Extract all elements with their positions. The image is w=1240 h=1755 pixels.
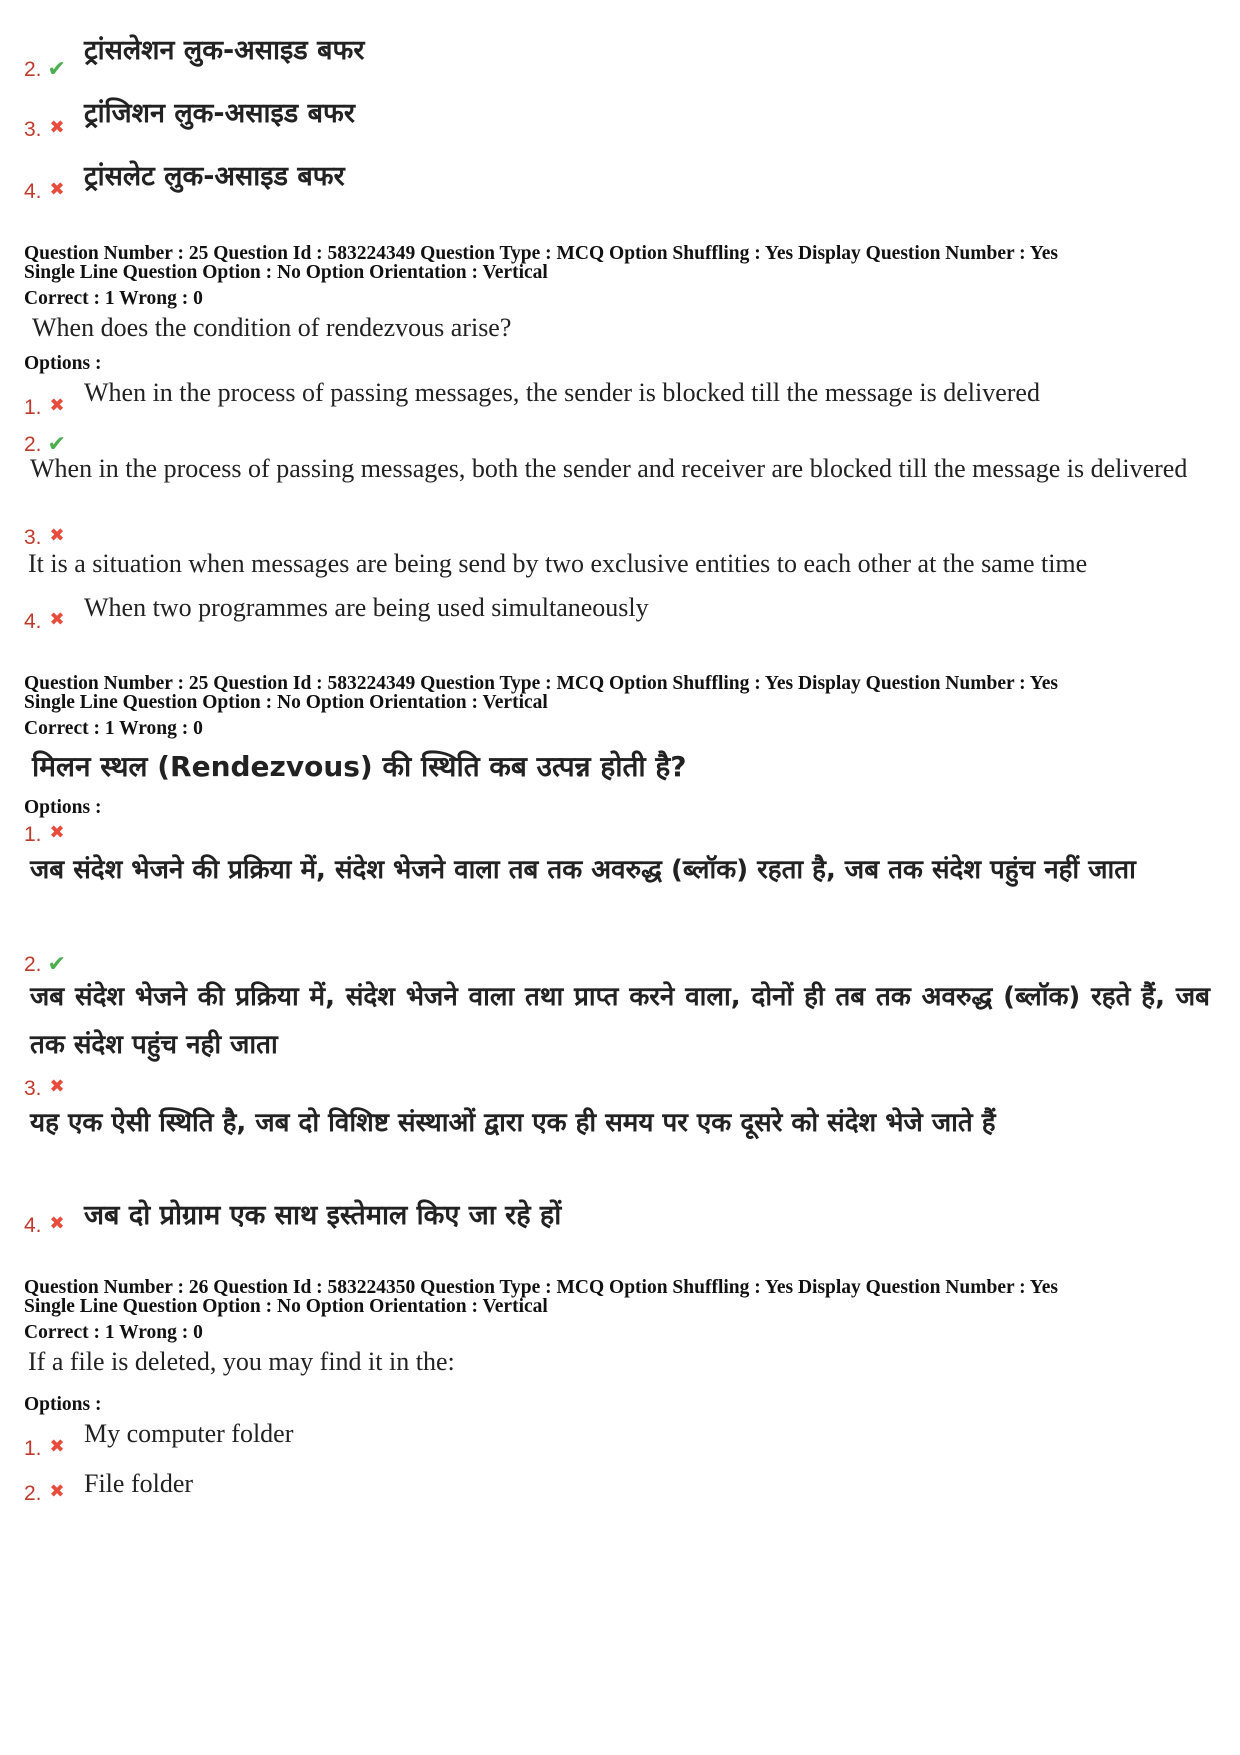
option-number — [24, 1214, 65, 1238]
option-number — [24, 56, 66, 82]
option-number-label: 1. — [24, 1437, 42, 1460]
option-text: It is a situation when messages are being send by two exclusive entities to each other at the same time — [28, 549, 1088, 578]
wrong-cross-icon: ✖ — [49, 1481, 65, 1501]
wrong-cross-icon: ✖ — [49, 525, 65, 545]
wrong-cross-icon: ✖ — [49, 1076, 65, 1096]
options-label: Options : — [24, 797, 102, 818]
wrong-cross-icon: ✖ — [49, 822, 65, 842]
option-text: ट्रांजिशन लुक-असाइड बफर — [84, 98, 355, 129]
score-line: Correct : 1 Wrong : 0 — [24, 288, 203, 309]
option-number — [24, 118, 65, 142]
option-text: When in the process of passing messages, the sender is blocked till the message is delivered — [84, 378, 1040, 407]
option-number — [24, 1077, 65, 1101]
options-label: Options : — [24, 1394, 102, 1415]
option-text: ट्रांसलेट लुक-असाइड बफर — [84, 161, 345, 192]
option-text: When in the process of passing messages, both the sender and receiver are blocked till the message is delivered — [30, 454, 1188, 483]
option-number-label: 2. — [24, 433, 42, 456]
option-number-label: 2. — [24, 953, 42, 976]
question-text: If a file is deleted, you may find it in the: — [28, 1347, 455, 1376]
option-number-label: 2. — [24, 58, 42, 81]
correct-check-icon: ✔ — [47, 951, 66, 976]
correct-check-icon: ✔ — [47, 431, 66, 456]
option-number — [24, 823, 65, 847]
option-number — [24, 180, 65, 204]
option-number-label: 3. — [24, 118, 42, 141]
option-number-label: 3. — [24, 1077, 42, 1100]
option-number-label: 4. — [24, 1214, 42, 1237]
wrong-cross-icon: ✖ — [49, 1436, 65, 1456]
options-label: Options : — [24, 353, 102, 374]
option-text: जब दो प्रोग्राम एक साथ इस्तेमाल किए जा रहे हों — [84, 1200, 562, 1231]
option-text: When two programmes are being used simultaneously — [84, 593, 649, 622]
correct-check-icon: ✔ — [47, 56, 66, 81]
wrong-cross-icon: ✖ — [49, 395, 65, 415]
option-text: जब संदेश भेजने की प्रक्रिया में, संदेश भेजने वाला तथा प्राप्त करने वाला, दोनों ही तब तक अवरुद्ध (ब्लॉक) रहते हैं, जब तक संदेश पहुंच नही जाता — [30, 982, 1210, 1060]
question-meta-line: Question Number : 25 Question Id : 583224349 Question Type : MCQ Option Shuffling : Yes Display Question Number : Yes — [24, 243, 1058, 264]
question-meta-line: Single Line Question Option : No Option Orientation : Vertical — [24, 262, 548, 283]
question-text: मिलन स्थल (Rendezvous) की स्थिति कब उत्पन्न होती है? — [32, 750, 687, 783]
option-number — [24, 610, 65, 634]
option-text: यह एक ऐसी स्थिति है, जब दो विशिष्ट संस्थाओं द्वारा एक ही समय पर एक दूसरे को संदेश भेजे जाते हैं — [30, 1108, 996, 1138]
wrong-cross-icon: ✖ — [49, 1213, 65, 1233]
score-line: Correct : 1 Wrong : 0 — [24, 1322, 203, 1343]
question-meta-line: Question Number : 26 Question Id : 583224350 Question Type : MCQ Option Shuffling : Yes Display Question Number : Yes — [24, 1277, 1058, 1298]
option-number — [24, 1482, 65, 1506]
option-number-label: 1. — [24, 396, 42, 419]
option-text: My computer folder — [84, 1419, 294, 1448]
option-number — [24, 1437, 65, 1461]
option-text: जब संदेश भेजने की प्रक्रिया में, संदेश भेजने वाला तब तक अवरुद्ध (ब्लॉक) रहता है, जब तक संदेश पहुंच नहीं जाता — [30, 855, 1136, 885]
question-meta-line: Single Line Question Option : No Option Orientation : Vertical — [24, 1296, 548, 1317]
option-number-label: 4. — [24, 610, 42, 633]
score-line: Correct : 1 Wrong : 0 — [24, 718, 203, 739]
option-number — [24, 396, 65, 420]
wrong-cross-icon: ✖ — [49, 117, 65, 137]
wrong-cross-icon: ✖ — [49, 179, 65, 199]
option-number-label: 4. — [24, 180, 42, 203]
question-text: When does the condition of rendezvous arise? — [32, 313, 512, 342]
option-number-label: 3. — [24, 526, 42, 549]
option-number-label: 1. — [24, 823, 42, 846]
option-number-label: 2. — [24, 1482, 42, 1505]
option-number — [24, 526, 65, 550]
option-text: File folder — [84, 1469, 194, 1498]
question-meta-line: Question Number : 25 Question Id : 583224349 Question Type : MCQ Option Shuffling : Yes Display Question Number : Yes — [24, 673, 1058, 694]
wrong-cross-icon: ✖ — [49, 609, 65, 629]
option-text: ट्रांसलेशन लुक-असाइड बफर — [84, 35, 365, 66]
question-meta-line: Single Line Question Option : No Option Orientation : Vertical — [24, 692, 548, 713]
